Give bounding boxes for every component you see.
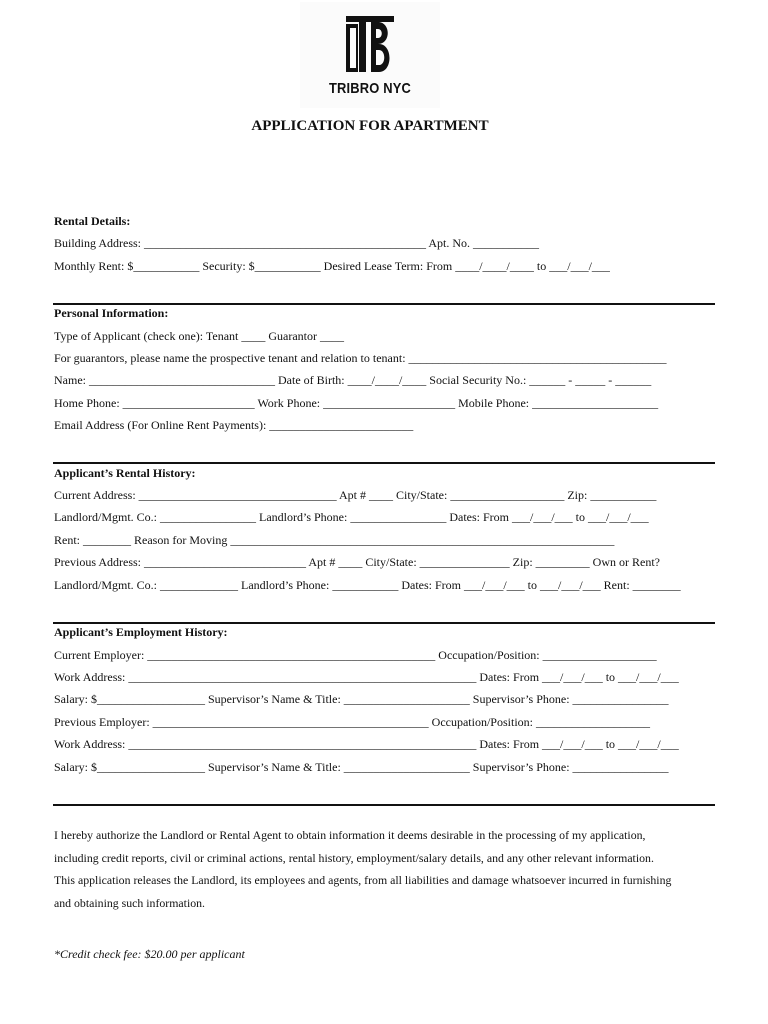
applicant-type-line[interactable]: Type of Applicant (check one): Tenant ____ Guarantor ____ xyxy=(54,329,345,343)
section-divider xyxy=(53,462,715,464)
current-salary-line[interactable]: Salary: $__________________ Supervisor’s Name & Title: _____________________ Supervisor’s Phone: ________________ xyxy=(54,692,669,706)
current-employer-line[interactable]: Current Employer: ________________________________________________ Occupation/Position: ___________________ xyxy=(54,648,657,662)
authorization-line: I hereby authorize the Landlord or Rental Agent to obtain information it deems desirable in the processing of my application, xyxy=(54,828,646,842)
section-divider xyxy=(53,303,715,305)
phones-line[interactable]: Home Phone: ______________________ Work Phone: ______________________ Mobile Phone: _____________________ xyxy=(54,396,659,410)
logo-wordmark: TRIBRO NYC xyxy=(329,80,411,97)
employment-history-heading: Applicant’s Employment History: xyxy=(54,625,228,639)
rental-history-heading: Applicant’s Rental History: xyxy=(54,466,196,480)
rent-reason-line[interactable]: Rent: ________ Reason for Moving ________________________________________________________________ xyxy=(54,533,615,547)
current-landlord-line[interactable]: Landlord/Mgmt. Co.: ________________ Landlord’s Phone: ________________ Dates: From ___/___/___ to ___/___/___ xyxy=(54,510,649,524)
building-address-line[interactable]: Building Address: _______________________________________________ Apt. No. ___________ xyxy=(54,236,540,250)
authorization-line: and obtaining such information. xyxy=(54,895,206,910)
authorization-paragraph xyxy=(54,824,724,914)
section-divider xyxy=(53,804,715,806)
previous-salary-line[interactable]: Salary: $__________________ Supervisor’s Name & Title: _____________________ Supervisor’s Phone: ________________ xyxy=(54,760,669,774)
name-dob-ssn-line[interactable]: Name: _______________________________ Date of Birth: ____/____/____ Social Security No.: ______ - _____ - ______ xyxy=(54,373,652,387)
previous-work-address-line[interactable]: Work Address: __________________________________________________________ Dates: From ___/___/___ to ___/___/___ xyxy=(54,737,679,751)
authorization-line: including credit reports, civil or criminal actions, rental history, employment/salary details, and any other relevant information. xyxy=(54,850,654,865)
rent-security-lease-line[interactable]: Monthly Rent: $___________ Security: $___________ Desired Lease Term: From ____/____/____ to ___/___/___ xyxy=(54,259,610,273)
page-title: APPLICATION FOR APARTMENT xyxy=(251,118,489,134)
company-logo xyxy=(300,2,440,108)
email-line[interactable]: Email Address (For Online Rent Payments): ________________________ xyxy=(54,418,414,432)
previous-employer-line[interactable]: Previous Employer: ______________________________________________ Occupation/Position: ___________________ xyxy=(54,715,650,729)
guarantor-relation-line[interactable]: For guarantors, please name the prospective tenant and relation to tenant: ___________________________________________ xyxy=(54,351,667,365)
previous-landlord-line[interactable]: Landlord/Mgmt. Co.: _____________ Landlord’s Phone: ___________ Dates: From ___/___/___ to ___/___/___ Rent: ________ xyxy=(54,578,681,592)
rental-details-heading: Rental Details: xyxy=(54,214,131,228)
credit-check-footnote: *Credit check fee: $20.00 per applicant xyxy=(54,947,245,961)
previous-address-line[interactable]: Previous Address: ___________________________ Apt # ____ City/State: _______________ Zip: _________ Own or Rent? xyxy=(54,555,660,569)
authorization-line: This application releases the Landlord, its employees and agents, from all liabilities and damage whatsoever incurred in furnishing xyxy=(54,873,672,887)
personal-information-heading: Personal Information: xyxy=(54,306,169,320)
current-address-line[interactable]: Current Address: _________________________________ Apt # ____ City/State: ___________________ Zip: ___________ xyxy=(54,488,657,502)
current-work-address-line[interactable]: Work Address: __________________________________________________________ Dates: From ___/___/___ to ___/___/___ xyxy=(54,670,679,684)
section-divider xyxy=(53,622,715,624)
tribro-monogram-icon xyxy=(345,14,395,74)
